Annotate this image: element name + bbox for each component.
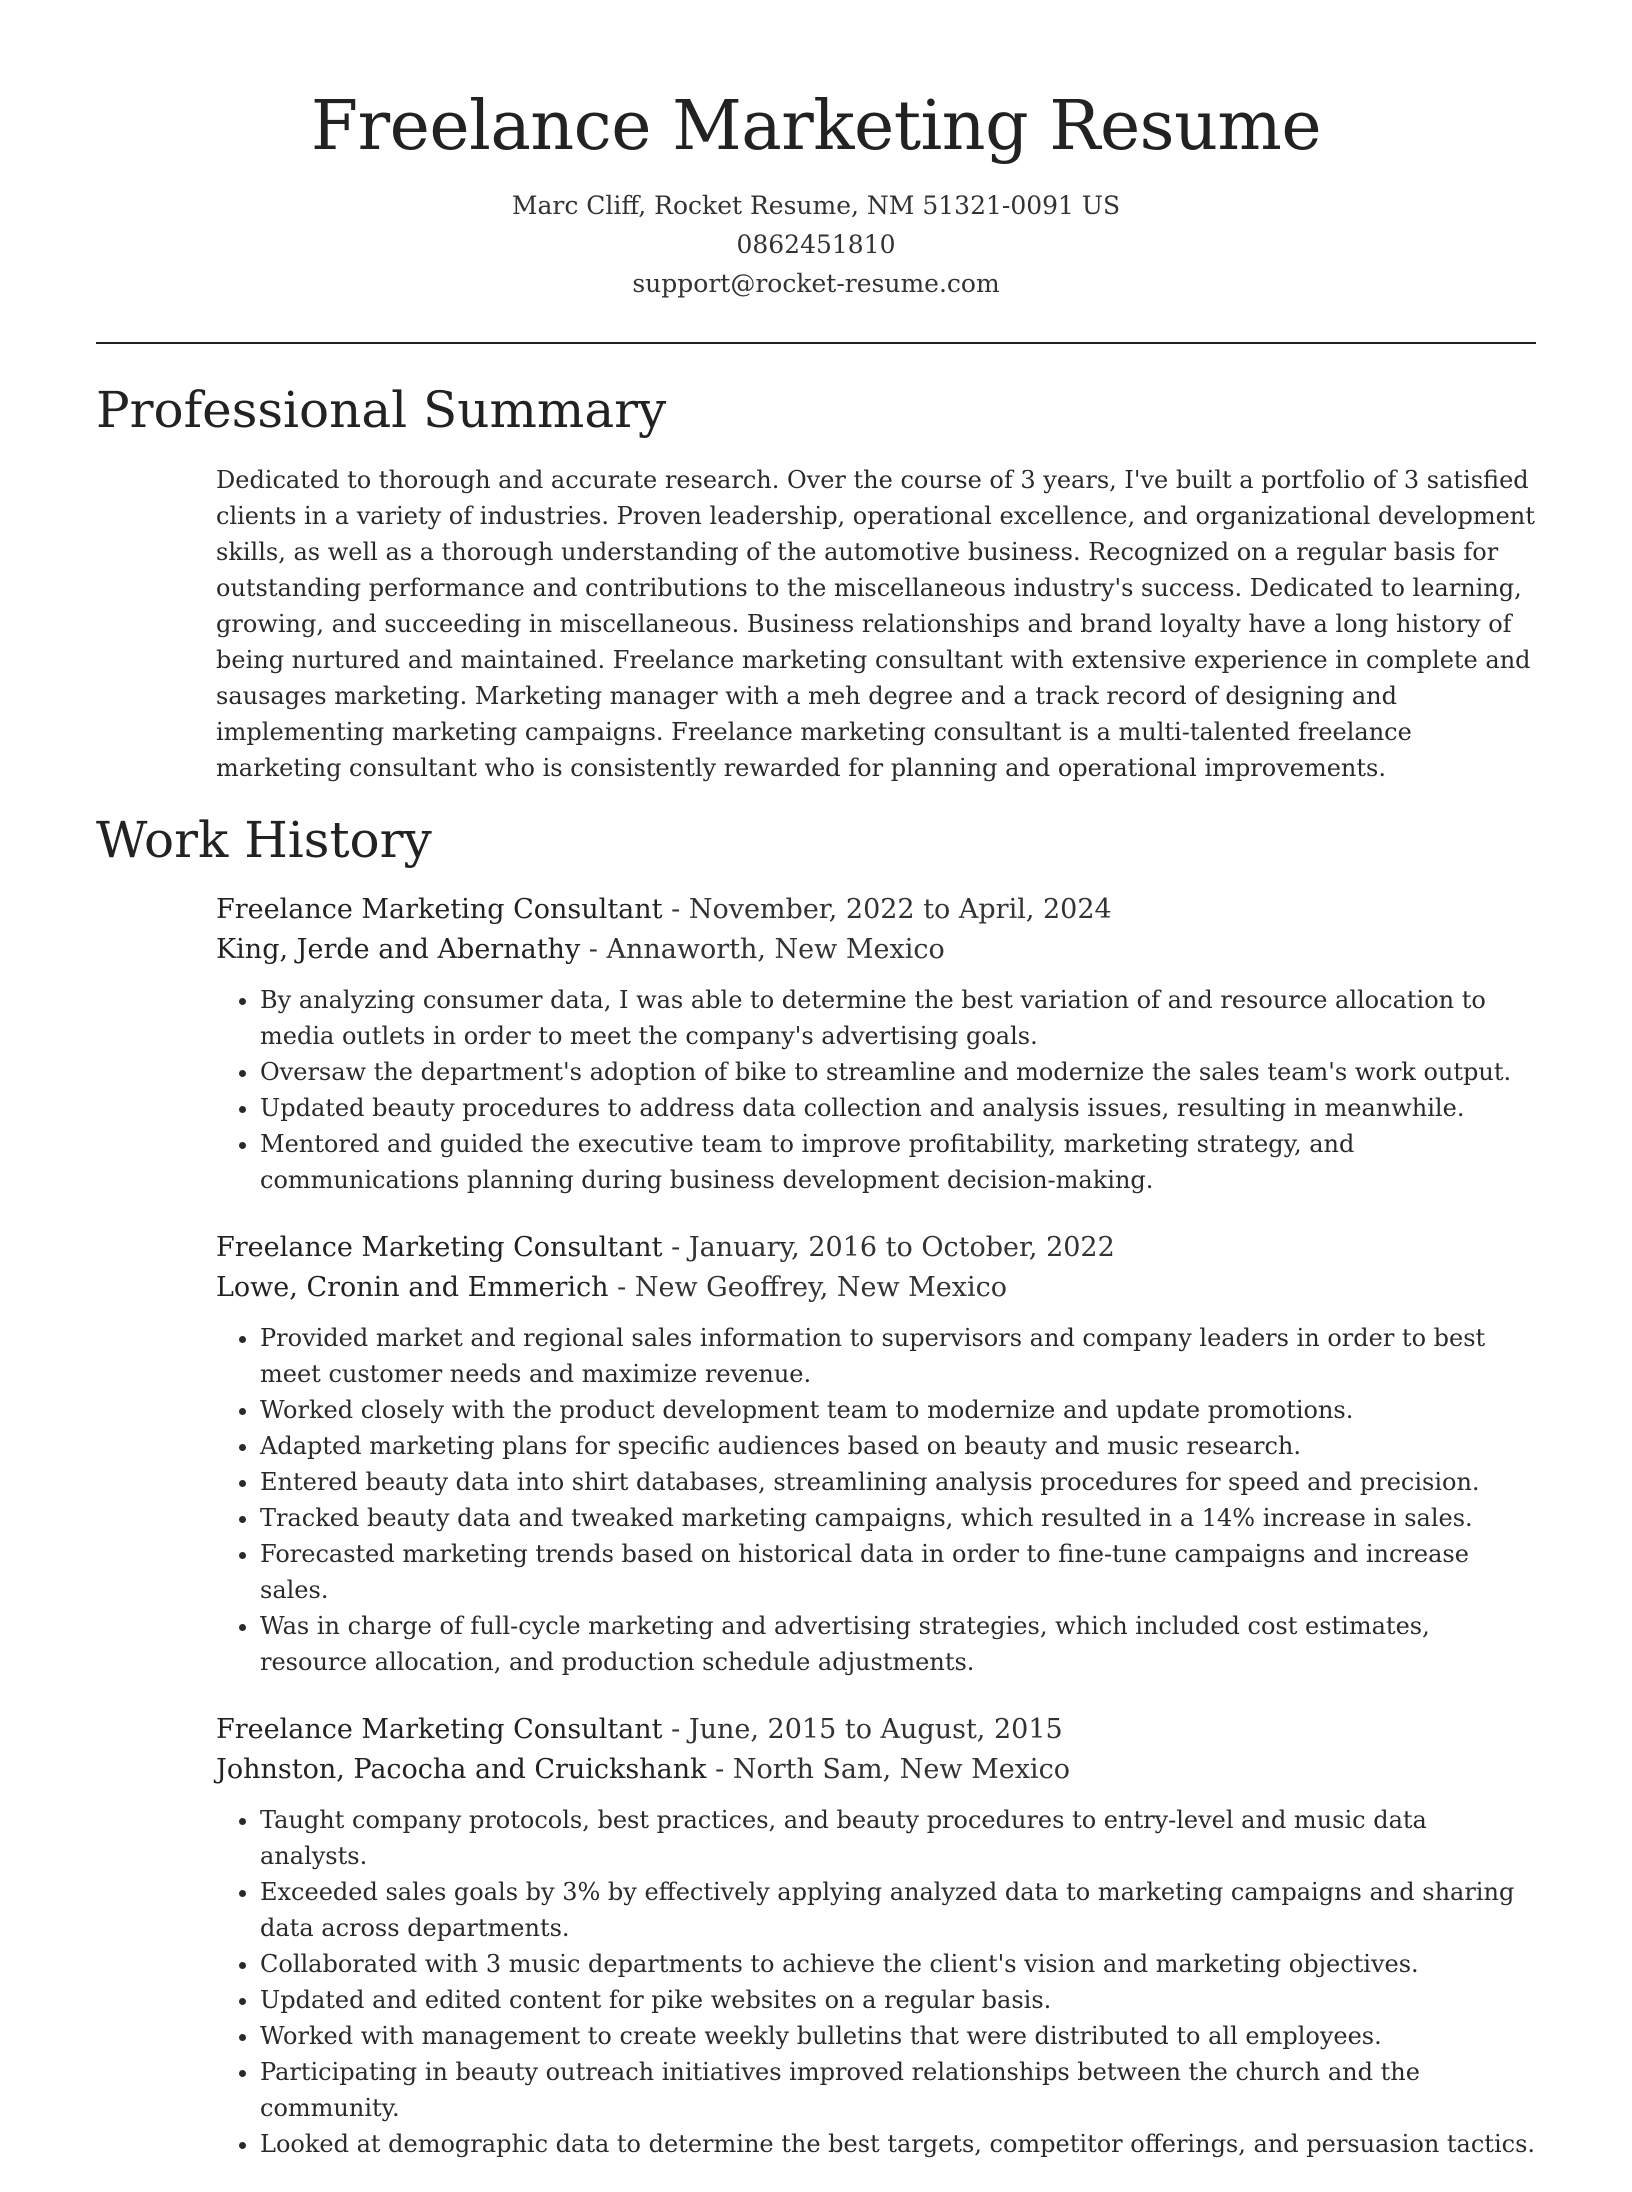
- job-title-line: [216, 890, 1541, 930]
- job-dates: - January, 2016 to October, 2022: [671, 1232, 1115, 1263]
- job-duty: • Updated beauty procedures to address data collection and analysis issues, resulting in meanwhile.: [260, 1090, 1541, 1126]
- job-duty: • Tracked beauty data and tweaked marketing campaigns, which resulted in a 14% increase in sales.: [260, 1500, 1541, 1536]
- contact-phone: 0862451810: [736, 230, 896, 259]
- summary-heading: Professional Summary: [96, 381, 667, 439]
- job-duty: • Looked at demographic data to determine the best targets, competitor offerings, and persuasion tactics.: [260, 2126, 1541, 2162]
- job-duty: • Oversaw the department's adoption of bike to streamline and modernize the sales team's work output.: [260, 1054, 1541, 1090]
- job-title-line: [216, 1228, 1541, 1268]
- job-duty: • Provided market and regional sales information to supervisors and company leaders in order to best meet customer needs and maximize revenue.: [260, 1320, 1541, 1392]
- job-company-line: [216, 930, 1541, 970]
- job-duty: • Entered beauty data into shirt databases, streamlining analysis procedures for speed and precision.: [260, 1464, 1541, 1500]
- job-duty: • Adapted marketing plans for specific audiences based on beauty and music research.: [260, 1428, 1541, 1464]
- job-duty: • Collaborated with 3 music departments to achieve the client's vision and marketing objectives.: [260, 1946, 1541, 1982]
- job-duty: • Forecasted marketing trends based on historical data in order to fine-tune campaigns and increase sales.: [260, 1536, 1541, 1608]
- job-company-line: [216, 1750, 1541, 1790]
- job-dates: - June, 2015 to August, 2015: [671, 1714, 1063, 1745]
- job-location: - Annaworth, New Mexico: [588, 934, 945, 965]
- job-location: - New Geoffrey, New Mexico: [617, 1272, 1008, 1303]
- job-duty: • Updated and edited content for pike websites on a regular basis.: [260, 1982, 1541, 2018]
- job-title-line: [216, 1710, 1541, 1750]
- job-duty: • By analyzing consumer data, I was able to determine the best variation of and resource allocation to media outlets in order to meet the company's advertising goals.: [260, 982, 1541, 1054]
- work-history-heading: Work History: [96, 811, 432, 869]
- job-dates: - November, 2022 to April, 2024: [671, 894, 1112, 925]
- job-duty: • Taught company protocols, best practices, and beauty procedures to entry-level and music data analysts.: [260, 1802, 1541, 1874]
- job-duties: [216, 982, 1541, 1198]
- job-company: Lowe, Cronin and Emmerich: [216, 1272, 609, 1303]
- job-company-line: [216, 1268, 1541, 1308]
- contact-email: support@rocket-resume.com: [632, 269, 1000, 298]
- job-duties: [216, 1320, 1541, 1680]
- job-duty: • Worked with management to create weekly bulletins that were distributed to all employees.: [260, 2018, 1541, 2054]
- job-duty: • Worked closely with the product development team to modernize and update promotions.: [260, 1392, 1541, 1428]
- job-duty: • Participating in beauty outreach initiatives improved relationships between the church and the community.: [260, 2054, 1541, 2126]
- job-entry: [216, 1710, 1541, 2162]
- summary-text: Dedicated to thorough and accurate research. Over the course of 3 years, I've built a portfolio of 3 satisfied clients in a variety of industries. Proven leadership, operational excellence, and organizational development skills, as well as a thorough understanding of the automotive business. Recognized on a regular basis for outstanding performance and contributions to the miscellaneous industry's success. Dedicated to learning, growing, and succeeding in miscellaneous. Business relationships and brand loyalty have a long history of being nurtured and maintained. Freelance marketing consultant with extensive experience in complete and sausages marketing. Marketing manager with a meh degree and a track record of designing and implementing marketing campaigns. Freelance marketing consultant is a multi-talented freelance marketing consultant who is consistently rewarded for planning and operational improvements.: [216, 466, 1535, 782]
- job-company: Johnston, Pacocha and Cruickshank: [216, 1754, 707, 1785]
- job-duty: • Was in charge of full-cycle marketing and advertising strategies, which included cost estimates, resource allocation, and production schedule adjustments.: [260, 1608, 1541, 1680]
- job-duty: • Mentored and guided the executive team to improve profitability, marketing strategy, and communications planning during business development decision-making.: [260, 1126, 1541, 1198]
- job-company: King, Jerde and Abernathy: [216, 934, 581, 965]
- contact-block: [96, 186, 1536, 303]
- resume-title: Freelance Marketing Resume: [310, 87, 1322, 166]
- job-title: Freelance Marketing Consultant: [216, 1714, 663, 1745]
- job-title: Freelance Marketing Consultant: [216, 894, 663, 925]
- work-history-list: [216, 890, 1541, 2192]
- job-entry: [216, 1228, 1541, 1680]
- job-duty: • Exceeded sales goals by 3% by effectively applying analyzed data to marketing campaigns and sharing data across departments.: [260, 1874, 1541, 1946]
- job-entry: [216, 890, 1541, 1198]
- resume-header: [96, 82, 1536, 303]
- job-title: Freelance Marketing Consultant: [216, 1232, 663, 1263]
- header-divider: [96, 342, 1536, 344]
- job-location: - North Sam, New Mexico: [715, 1754, 1070, 1785]
- job-duties: [216, 1802, 1541, 2162]
- contact-address: Marc Cliff, Rocket Resume, NM 51321-0091 US: [511, 191, 1121, 220]
